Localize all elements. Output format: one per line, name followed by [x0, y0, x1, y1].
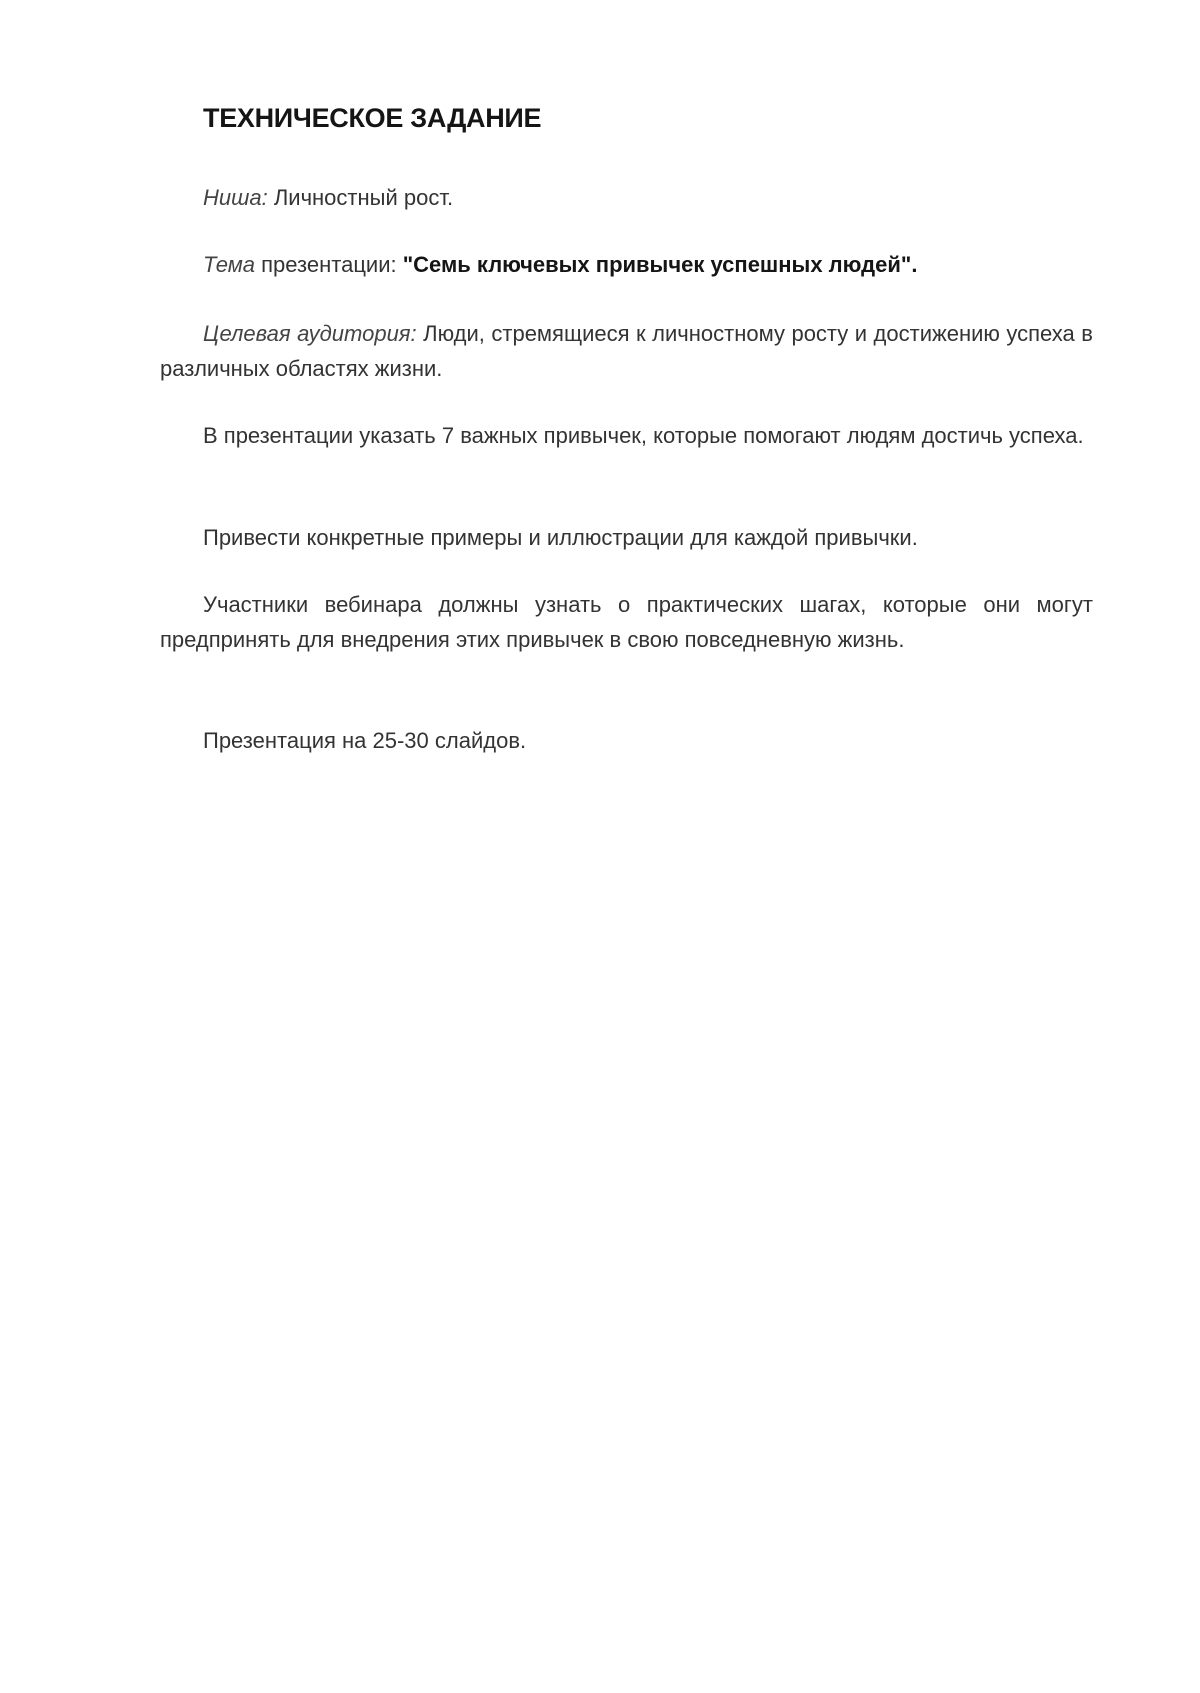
topic-value: "Семь ключевых привычек успешных людей".: [402, 252, 918, 277]
audience-label: Целевая аудитория:: [203, 321, 417, 346]
niche-paragraph: [160, 180, 1093, 215]
topic-paragraph: [160, 247, 1093, 282]
slides-paragraph: Презентация на 25-30 слайдов.: [203, 728, 527, 753]
niche-label: Ниша:: [203, 185, 268, 210]
examples-paragraph: Привести конкретные примеры и иллюстрации для каждой привычки.: [203, 525, 918, 550]
habits-paragraph: В презентации указать 7 важных привычек, которые помогают людям достичь успеха.: [203, 423, 1084, 448]
audience-value: Люди, стремящиеся к личностному росту и достижению успеха в различных областях жизни.: [160, 321, 1093, 381]
audience-paragraph: [160, 316, 1093, 386]
document-title: ТЕХНИЧЕСКОЕ ЗАДАНИЕ: [203, 103, 542, 133]
webinar-paragraph: Участники вебинара должны узнать о практических шагах, которые они могут предпринять для внедрения этих привычек в свою повседневную жизнь.: [160, 592, 1093, 652]
niche-value: Личностный рост.: [267, 185, 454, 210]
document-body: [160, 100, 1093, 753]
topic-label: Тема: [203, 252, 256, 277]
topic-text: презентации:: [255, 252, 403, 277]
